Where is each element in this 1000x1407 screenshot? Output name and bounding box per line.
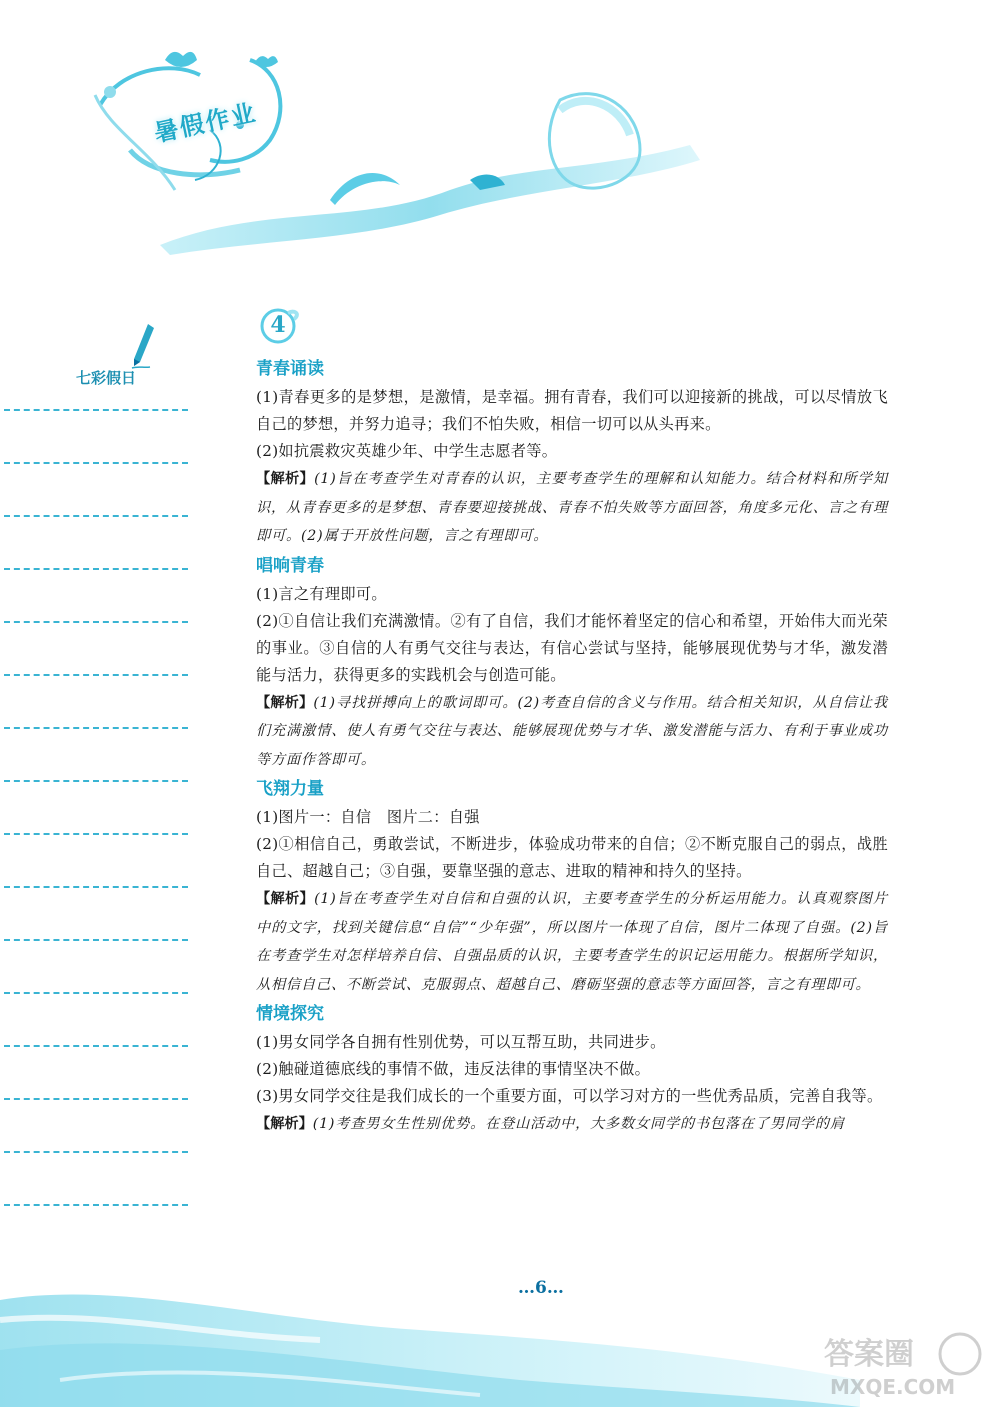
note-line bbox=[4, 780, 188, 782]
note-line bbox=[4, 1204, 188, 1206]
answer-paragraph: (1)青春更多的是梦想，是激情，是幸福。拥有青春，我们可以迎接新的挑战，可以尽情放飞自己的梦想，并努力追寻；我们不怕失败，相信一切可以从头再来。 bbox=[256, 388, 888, 433]
section-1 bbox=[256, 354, 888, 551]
analysis-tag: 【解析】 bbox=[256, 891, 315, 907]
note-line bbox=[4, 568, 188, 570]
analysis-text: (1)旨在考查学生对自信和自强的认识，主要考查学生的分析运用能力。认真观察图片中的文字，找到关键信息“自信”“少年强”，所以图片一体现了自信，图片二体现了自强。(2)旨在考查学生对怎样培养自信、自强品质的认识，主要考查学生的识记运用能力。根据所学知识，从相信自己、不断尝试、克服弱点、超越自己、磨砺坚强的意志等方面回答，言之有理即可。 bbox=[256, 891, 888, 993]
watermark-graphic bbox=[820, 1330, 990, 1400]
section-title: 青春诵读 bbox=[256, 359, 324, 379]
note-line bbox=[4, 674, 188, 676]
analysis-text: (1)寻找拼搏向上的歌词即可。(2)考查自信的含义与作用。结合相关知识，从自信让我们充满激情、使人有勇气交往与表达、能够展现优势与才华、激发潜能与活力、有利于事业成功等方面作答即可。 bbox=[256, 694, 888, 768]
note-line bbox=[4, 1098, 188, 1100]
analysis-paragraph bbox=[256, 689, 888, 775]
section-2 bbox=[256, 551, 888, 775]
page-number: …6… bbox=[518, 1278, 564, 1298]
section-number-text: 4 bbox=[270, 312, 286, 338]
answer-paragraph: (2)触碰道德底线的事情不做，违反法律的事情坚决不做。 bbox=[256, 1060, 651, 1078]
note-line bbox=[4, 992, 188, 994]
analysis-tag: 【解析】 bbox=[256, 471, 315, 487]
note-line bbox=[4, 939, 188, 941]
analysis-text: (1)旨在考查学生对青春的认识，主要考查学生的理解和认知能力。结合材料和所学知识，从青春更多的是梦想、青春要迎接挑战、青春不怕失败等方面回答，角度多元化、言之有理即可。(2)属于开放性问题，言之有理即可。 bbox=[256, 471, 888, 544]
note-line bbox=[4, 886, 188, 888]
analysis-paragraph bbox=[256, 465, 888, 551]
analysis-paragraph bbox=[256, 885, 888, 999]
watermark-title: 答案圈 bbox=[824, 1337, 914, 1372]
pen-icon bbox=[128, 322, 158, 370]
answer-paragraph: (2)如抗震救灾英雄少年、中学生志愿者等。 bbox=[256, 442, 558, 460]
answer-paragraph: (2)①相信自己，勇敢尝试，不断进步，体验成功带来的自信；②不断克服自己的弱点，战胜自己、超越自己；③自强，要靠坚强的意志、进取的精神和持久的坚持。 bbox=[256, 835, 888, 880]
analysis-tag: 【解析】 bbox=[256, 1116, 313, 1132]
note-line bbox=[4, 621, 188, 623]
note-line bbox=[4, 515, 188, 517]
answer-paragraph: (2)①自信让我们充满激情。②有了自信，我们才能怀着坚定的信心和希望，开始伟大而光荣的事业。③自信的人有勇气交往与表达，有信心尝试与坚持，能够展现优势与才华，激发潜能与活力，获得更多的实践机会与创造可能。 bbox=[256, 611, 888, 684]
answer-paragraph: (1)言之有理即可。 bbox=[256, 584, 387, 603]
note-line bbox=[4, 409, 188, 411]
header-badge-text: 暑假作业 bbox=[151, 97, 260, 147]
answer-paragraph: (1)图片一：自信 图片二：自强 bbox=[256, 808, 480, 826]
note-line bbox=[4, 727, 188, 729]
section-title: 唱响青春 bbox=[256, 555, 324, 576]
answer-paragraph: (1)男女同学各自拥有性别优势，可以互帮互助，共同进步。 bbox=[256, 1033, 666, 1051]
answer-content bbox=[256, 354, 888, 1139]
section-3 bbox=[256, 774, 888, 999]
note-lines bbox=[0, 400, 190, 1230]
note-line bbox=[4, 1151, 188, 1153]
section-number bbox=[258, 305, 300, 347]
section-4 bbox=[256, 999, 888, 1139]
answer-paragraph: (3)男女同学交往是我们成长的一个重要方面，可以学习对方的一些优秀品质，完善自我等。 bbox=[256, 1087, 883, 1105]
section-title: 情境探究 bbox=[256, 1004, 324, 1024]
note-line bbox=[4, 462, 188, 464]
note-line bbox=[4, 833, 188, 835]
section-title: 飞翔力量 bbox=[256, 779, 324, 799]
sidebar-label: 七彩假日 bbox=[76, 369, 137, 387]
watermark-logo bbox=[820, 1330, 990, 1400]
analysis-text: (1)考查男女生性别优势。在登山活动中，大多数女同学的书包落在了男同学的肩 bbox=[312, 1116, 845, 1132]
analysis-paragraph bbox=[256, 1110, 888, 1139]
analysis-tag: 【解析】 bbox=[256, 694, 314, 711]
note-line bbox=[4, 1045, 188, 1047]
watermark-url: MXQE.COM bbox=[830, 1375, 956, 1399]
